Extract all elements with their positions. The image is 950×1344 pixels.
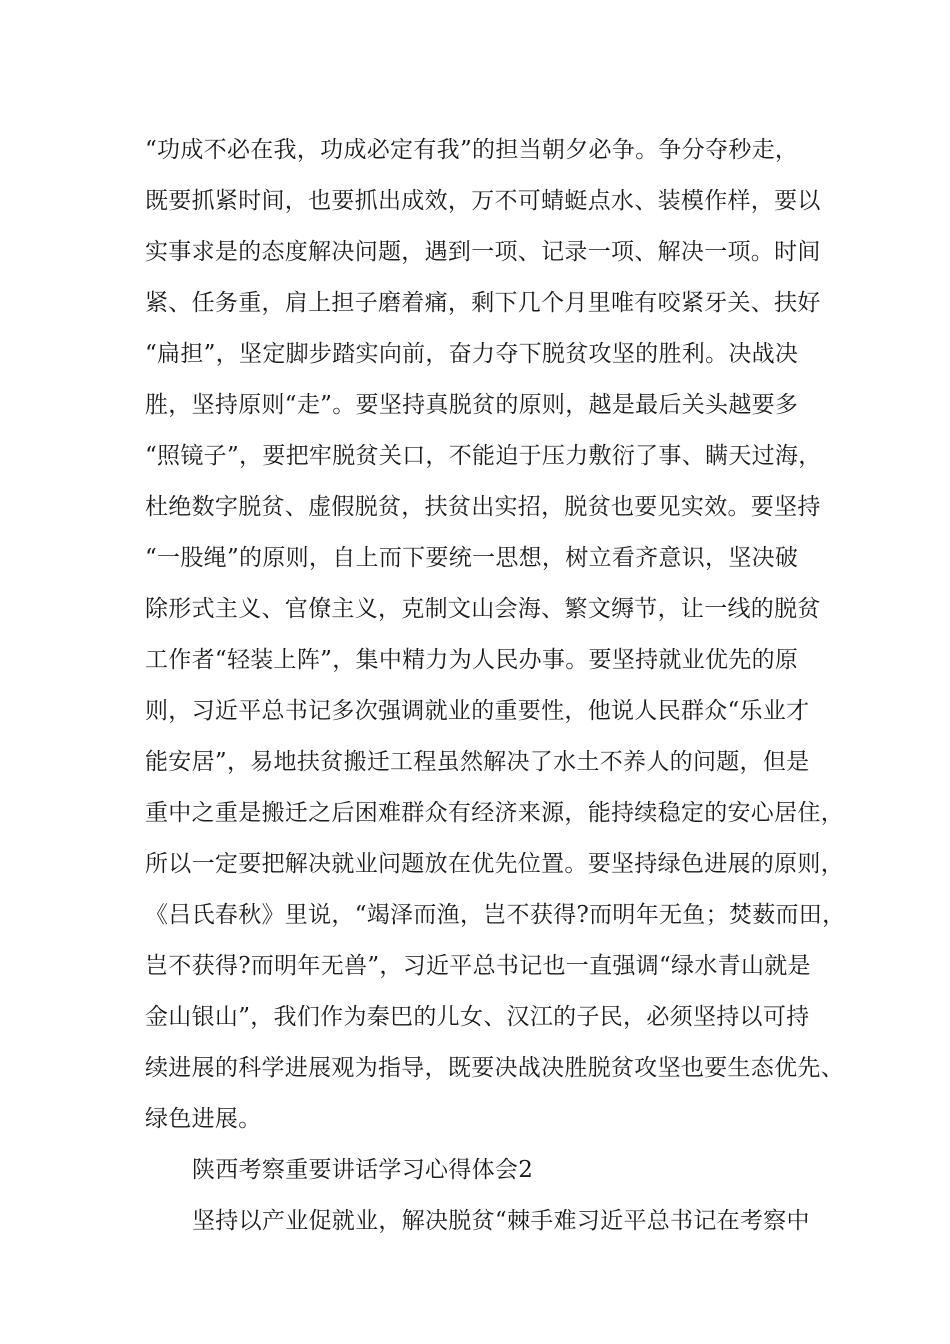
body-text-line: 岂不获得?而明年无兽”，习近平总书记也一直强调“绿水青山就是 <box>145 953 811 979</box>
body-text-line: 除形式主义、官僚主义，克制文山会海、繁文缛节，让一线的脱贫 <box>145 596 821 622</box>
body-text-line: “功成不必在我，功成必定有我”的担当朝夕必争。争分夺秒走， <box>145 137 799 163</box>
body-text-line: 能安居”，易地扶贫搬迁工程虽然解决了水土不养人的问题，但是 <box>145 749 810 775</box>
body-text-line: 重中之重是搬迁之后困难群众有经济来源，能持续稳定的安心居住， <box>145 800 844 826</box>
body-text-line: 胜，坚持原则“走”。要坚持真脱贫的原则，越是最后关头越要多 <box>145 392 799 418</box>
body-text-line: “照镜子”，要把牢脱贫关口，不能迫于压力敷衍了事、瞒天过海， <box>145 443 822 469</box>
body-text-line: 杜绝数字脱贫、虚假脱贫，扶贫出实招，脱贫也要见实效。要坚持 <box>145 494 821 520</box>
body-text-line: 则，习近平总书记多次强调就业的重要性，他说人民群众“乐业才 <box>145 698 810 724</box>
body-text-line: 绿色进展。 <box>145 1106 262 1132</box>
body-text-line: 工作者“轻装上阵”，集中精力为人民办事。要坚持就业优先的原 <box>145 647 799 673</box>
body-text-line: 紧、任务重，肩上担子磨着痛，剩下几个月里唯有咬紧牙关、扶好 <box>145 290 821 316</box>
body-text-line: 实事求是的态度解决问题，遇到一项、记录一项、解决一项。时间 <box>145 239 821 265</box>
body-text-line: 坚持以产业促就业，解决脱贫“棘手难习近平总书记在考察中 <box>192 1208 810 1234</box>
body-text-line: 所以一定要把解决就业问题放在优先位置。要坚持绿色进展的原则， <box>145 851 844 877</box>
body-text-line: “扁担”，坚定脚步踏实向前，奋力夺下脱贫攻坚的胜利。决战决 <box>145 341 799 367</box>
body-text-line: 《吕氏春秋》里说，“竭泽而渔，岂不获得?而明年无鱼；焚薮而田， <box>145 902 846 928</box>
body-text-line: 金山银山”，我们作为秦巴的儿女、汉江的子民，必须坚持以可持 <box>145 1004 810 1030</box>
body-text-line: “一股绳”的原则，自上而下要统一思想，树立看齐意识，坚决破 <box>145 545 799 571</box>
body-text-line: 既要抓紧时间，也要抓出成效，万不可蜻蜓点水、装模作样，要以 <box>145 188 821 214</box>
section-heading: 陕西考察重要讲话学习心得体会2 <box>192 1157 534 1183</box>
body-text-line: 续进展的科学进展观为指导，既要决战决胜脱贫攻坚也要生态优先、 <box>145 1055 844 1081</box>
